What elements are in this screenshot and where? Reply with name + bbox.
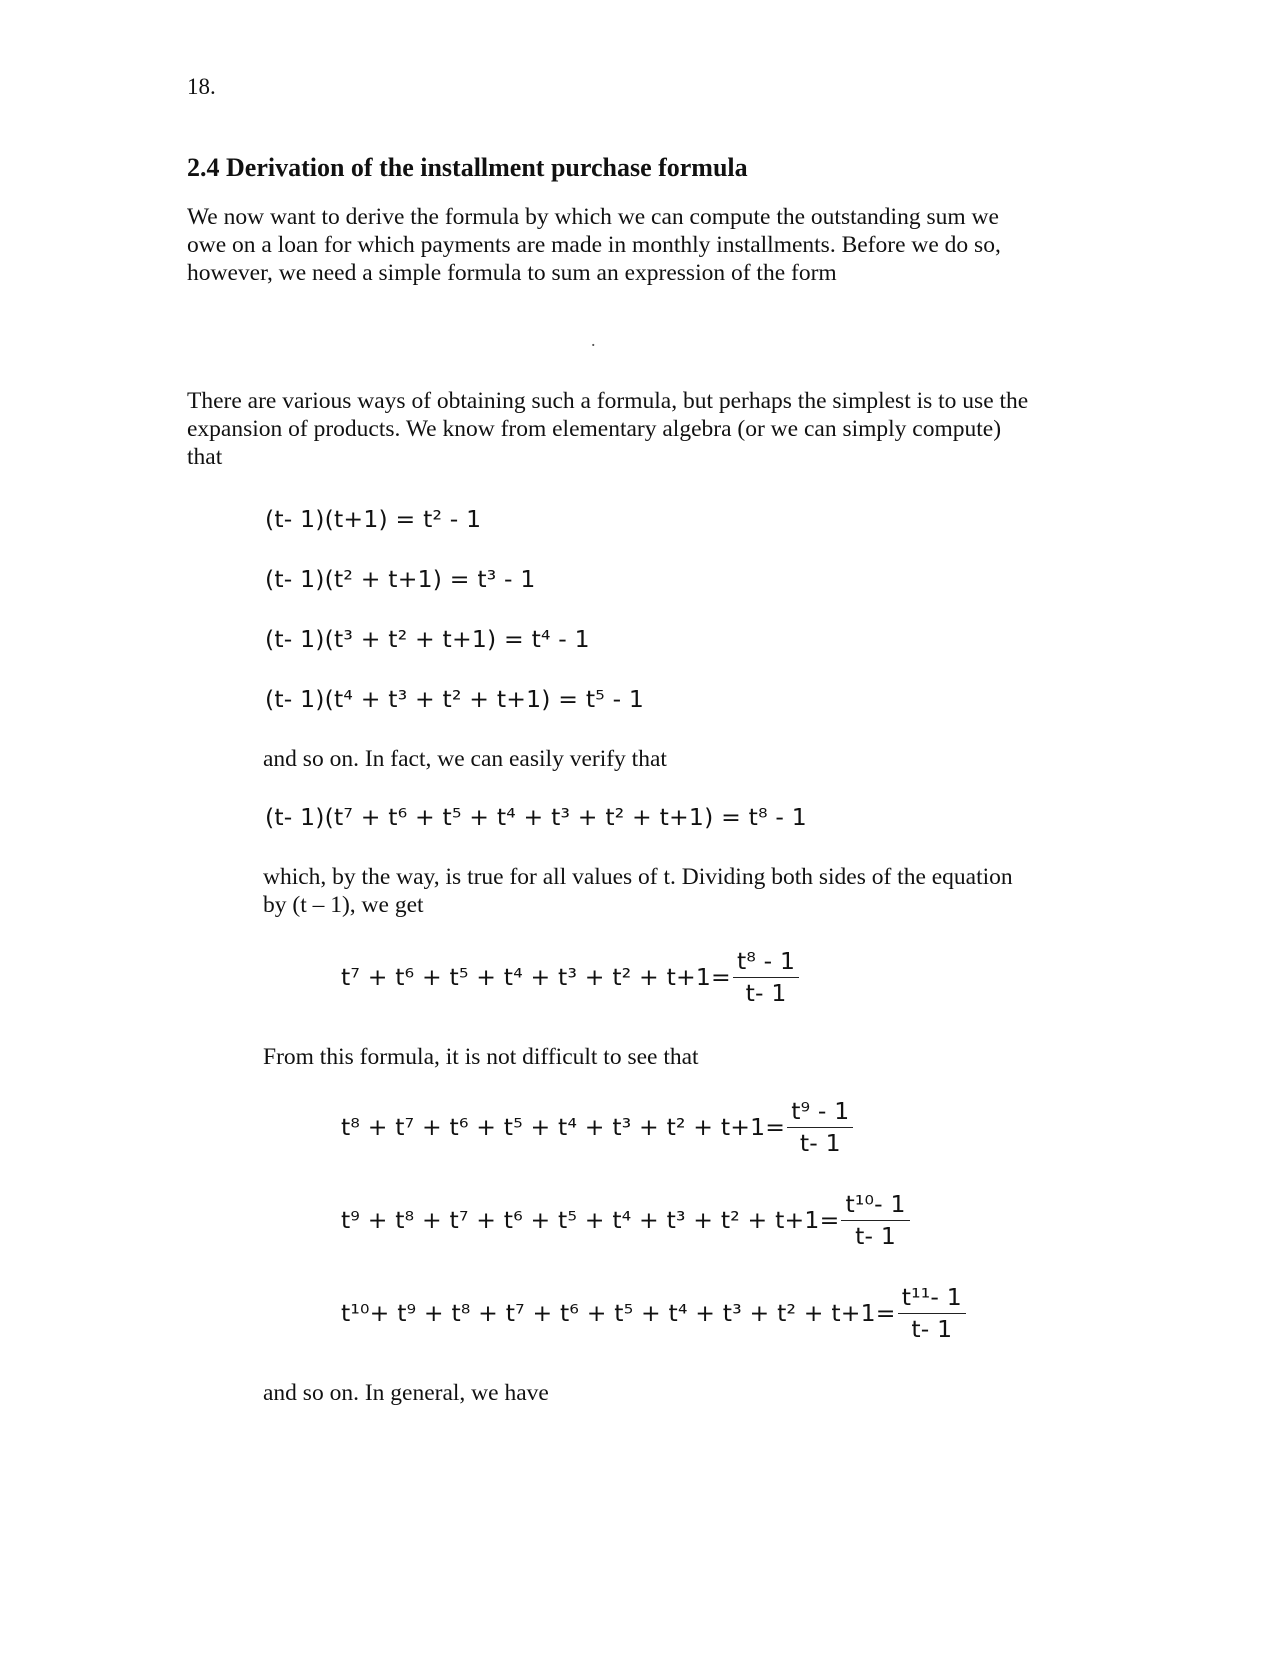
sum-formula-10-fraction [841, 1191, 909, 1249]
sum-formula-8-fraction [733, 948, 799, 1006]
product-equation-4: (t- 1)(t⁴ + t³ + t² + t+1) = t⁵ - 1 [265, 685, 645, 713]
sum-formula-11-numerator: t¹¹- 1 [898, 1284, 966, 1314]
sum-formula-9-numerator: t⁹ - 1 [787, 1098, 853, 1128]
third-line-1: which, by the way, is true for all values of t. Dividing both sides of the equation [263, 864, 1013, 890]
sum-formula-10-numerator: t¹⁰- 1 [841, 1191, 909, 1221]
sum-formula-8-denominator: t- 1 [745, 979, 787, 1007]
stray-dot: . [591, 330, 596, 350]
second-paragraph [187, 387, 1028, 471]
product-equation-2: (t- 1)(t² + t+1) = t³ - 1 [265, 565, 536, 593]
and-so-on-text: and so on. In fact, we can easily verify that [263, 746, 667, 772]
sum-formula-10-lhs: t⁹ + t⁸ + t⁷ + t⁶ + t⁵ + t⁴ + t³ + t² + t+1= [341, 1206, 840, 1234]
intro-line-2: owe on a loan for which payments are made in monthly installments. Before we do so, [187, 232, 1001, 258]
sum-formula-11-lhs: t¹⁰+ t⁹ + t⁸ + t⁷ + t⁶ + t⁵ + t⁴ + t³ + t² + t+1= [341, 1299, 896, 1327]
sum-formula-10 [341, 1191, 910, 1249]
intro-line-1: We now want to derive the formula by which we can compute the outstanding sum we [187, 204, 999, 230]
sum-formula-8 [341, 948, 799, 1006]
second-line-3: that [187, 444, 223, 470]
sum-formula-11-denominator: t- 1 [911, 1315, 953, 1343]
sum-formula-10-denominator: t- 1 [855, 1222, 897, 1250]
closing-text: and so on. In general, we have [263, 1380, 549, 1406]
sum-formula-9-fraction [787, 1098, 853, 1156]
intro-line-3: however, we need a simple formula to sum an expression of the form [187, 260, 837, 286]
from-formula-text: From this formula, it is not difficult to see that [263, 1044, 699, 1070]
third-line-2: by (t – 1), we get [263, 892, 424, 918]
product-equation-1: (t- 1)(t+1) = t² - 1 [265, 505, 482, 533]
sum-formula-9-denominator: t- 1 [799, 1129, 841, 1157]
sum-formula-9-lhs: t⁸ + t⁷ + t⁶ + t⁵ + t⁴ + t³ + t² + t+1= [341, 1113, 786, 1141]
second-line-1: There are various ways of obtaining such a formula, but perhaps the simplest is to use the [187, 388, 1029, 414]
general-product-equation: (t- 1)(t⁷ + t⁶ + t⁵ + t⁴ + t³ + t² + t+1) = t⁸ - 1 [265, 803, 807, 831]
sum-formula-8-numerator: t⁸ - 1 [733, 948, 799, 978]
product-equation-3: (t- 1)(t³ + t² + t+1) = t⁴ - 1 [265, 625, 590, 653]
sum-formula-11 [341, 1284, 966, 1342]
second-line-2: expansion of products. We know from elementary algebra (or we can simply compute) [187, 416, 1002, 442]
section-heading: 2.4 Derivation of the installment purchase formula [187, 153, 748, 182]
page-number: 18. [187, 74, 216, 99]
third-paragraph [263, 863, 1013, 919]
intro-paragraph [187, 203, 1001, 287]
sum-formula-11-fraction [898, 1284, 966, 1342]
sum-formula-9 [341, 1098, 853, 1156]
sum-formula-8-lhs: t⁷ + t⁶ + t⁵ + t⁴ + t³ + t² + t+1= [341, 963, 731, 991]
